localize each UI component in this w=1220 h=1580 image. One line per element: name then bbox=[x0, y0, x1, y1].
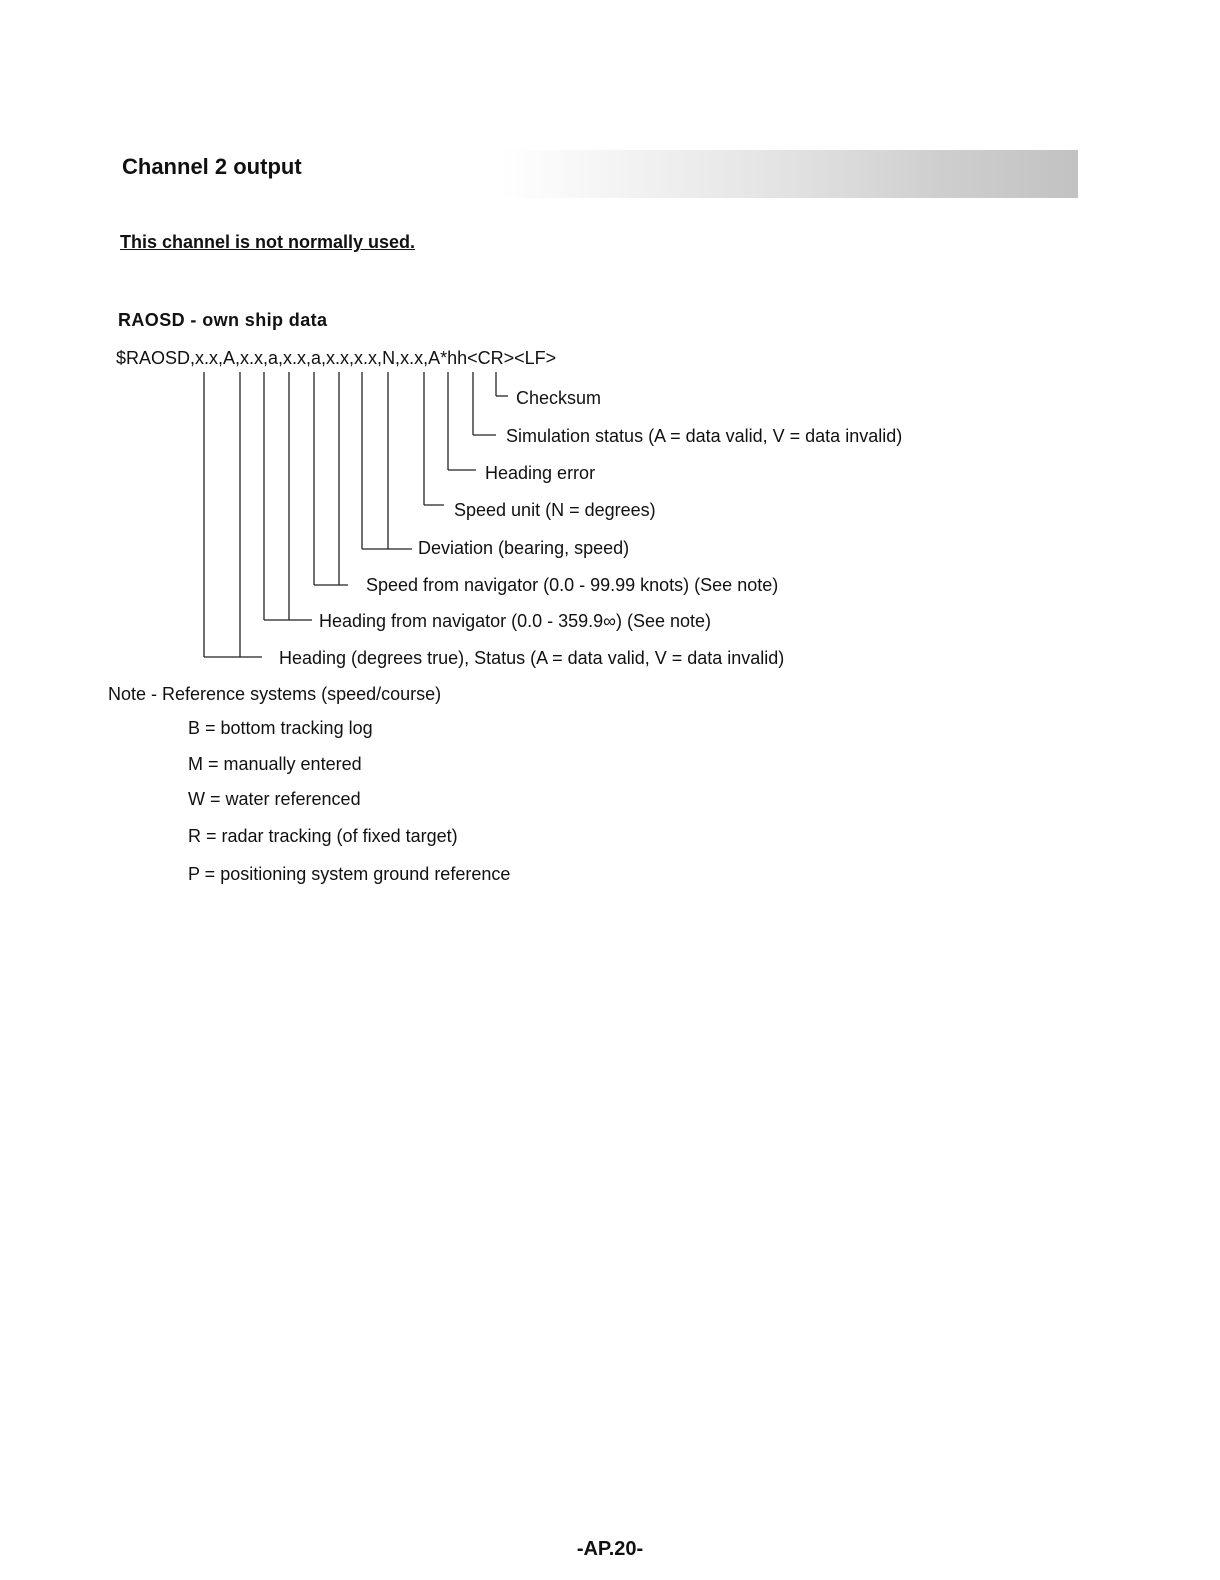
sentence-heading: RAOSD - own ship data bbox=[118, 310, 328, 330]
field-label-heading-true-status: Heading (degrees true), Status (A = data valid, V = data invalid) bbox=[279, 648, 785, 668]
field-label-speed-from-navigator: Speed from navigator (0.0 - 99.99 knots) (See note) bbox=[366, 575, 779, 595]
sentence-format: $RAOSD,x.x,A,x.x,a,x.x,a,x.x,x.x,N,x.x,A*hh<CR><LF> bbox=[116, 348, 557, 368]
note-item: R = radar tracking (of fixed target) bbox=[188, 826, 458, 846]
note-item: W = water referenced bbox=[188, 789, 361, 809]
page-number: -AP.20- bbox=[576, 1538, 644, 1560]
channel-note: This channel is not normally used. bbox=[120, 232, 416, 252]
note-title: Note - Reference systems (speed/course) bbox=[108, 684, 442, 704]
field-label-speed-unit: Speed unit (N = degrees) bbox=[454, 500, 656, 520]
field-label-simulation-status: Simulation status (A = data valid, V = data invalid) bbox=[506, 426, 903, 446]
field-label-heading-from-navigator: Heading from navigator (0.0 - 359.9∞) (See note) bbox=[319, 611, 712, 631]
note-item: B = bottom tracking log bbox=[188, 718, 373, 738]
section-title: Channel 2 output bbox=[122, 154, 302, 179]
field-label-deviation: Deviation (bearing, speed) bbox=[418, 538, 630, 558]
field-label-heading-error: Heading error bbox=[485, 463, 596, 483]
note-item: M = manually entered bbox=[188, 754, 362, 774]
field-label-checksum: Checksum bbox=[516, 388, 602, 408]
note-item: P = positioning system ground reference bbox=[188, 864, 511, 884]
